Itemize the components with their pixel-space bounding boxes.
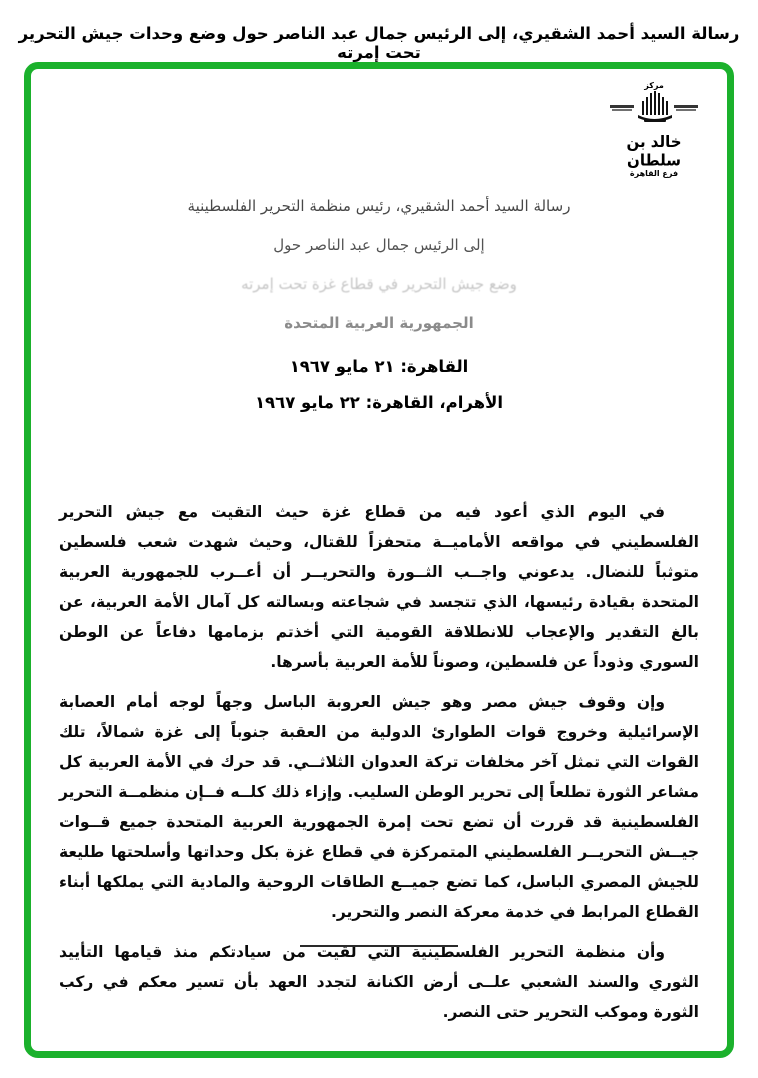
date-line-alahram: الأهرام، القاهرة: ٢٢ مايو ١٩٦٧ bbox=[254, 393, 504, 412]
body-paragraph-2: وإن وقوف جيش مصر وهو جيش العروبة الباسل وجهاً لوجه أمام العصابة الإسرائيلية وخروج قوات الطوارئ الدولية من العقبة جنوباً إلى غزة شمالاً، تلك القوات التي تمثل آخر مخلفات تركة العدوان الثلاثــي. قد حرك في الأمة العربية كل مشاعر الثورة تطلعاً إلى تحرير الوطن السليب. وإزاء ذلك كلــه فــإن منظمــة التحرير الفلسطينية قد قررت أن تضع تحت إمرة الجمهورية العربية المتحدة جميع قــوات جيــش التحريــر الفلسطيني المتمركزة في قطاع غزة بكل وحداتها وأسلحتها طليعة للجيش المصري الباسل، كما تضع جميــع الطاقات الروحية والمادية التي يملكها أبناء القطاع المرابط في خدمة معركة النصر والتحرير. bbox=[59, 693, 699, 921]
body-paragraph-3: وأن منظمة التحرير الفلسطينية التي لقيت من سيادتكم منذ قيامها التأييد الثوري والسند الشعبي علــى أرض الكنانة لتجدد العهد بأن تسير معكم في ركب الثورة وموكب التحرير حتى النصر. bbox=[59, 943, 699, 1021]
letter-heading-line4-faded: الجمهورية العربية المتحدة bbox=[284, 314, 474, 332]
letter-body bbox=[59, 497, 699, 1037]
stamp bbox=[599, 81, 709, 178]
stamp-subtitle: فرع القاهرة bbox=[629, 169, 679, 178]
date-lines bbox=[31, 357, 727, 429]
stamp-top-text: مركز bbox=[644, 81, 664, 90]
letter-heading bbox=[31, 197, 727, 353]
letter-heading-line2: إلى الرئيس جمال عبد الناصر حول bbox=[273, 236, 485, 254]
stamp-name: خالد بن سلطان bbox=[626, 132, 682, 170]
date-line-cairo: القاهرة: ٢١ مايو ١٩٦٧ bbox=[289, 357, 469, 376]
green-border-frame bbox=[24, 62, 734, 1058]
letter-heading-line3-faded: وضع جيش التحرير في قطاع غزة تحت إمرته bbox=[241, 275, 517, 293]
body-paragraph-1: في اليوم الذي أعود فيه من قطاع غزة حيث التقيت مع جيش التحرير الفلسطيني في مواقعه الأماميــة متحفزاً للقتال، وحيث شهدت شعب فلسطين متوثباً للنضال. يدعوني واجــب الثــورة والتحريــر أن أعــرب للجمهورية العربية المتحدة بقيادة رئيسها، الذي تتجسد في شجاعته وبسالته كل آمال الأمة العربية، عن بالغ التقدير والإعجاب للانطلاقة القومية التي أخذتم بزمامها دفاعاً عن الوطن السوري وذوداً عن فلسطين، وصوناً للأمة العربية بأسرها. bbox=[59, 503, 699, 671]
document-caption: رسالة السيد أحمد الشقيري، إلى الرئيس جمال عبد الناصر حول وضع وحدات جيش التحرير تحت إمرته bbox=[18, 24, 740, 62]
signature-line bbox=[300, 945, 458, 947]
eagle-emblem-icon bbox=[608, 91, 700, 135]
letter-heading-line1: رسالة السيد أحمد الشقيري، رئيس منظمة التحرير الفلسطينية bbox=[187, 197, 571, 215]
